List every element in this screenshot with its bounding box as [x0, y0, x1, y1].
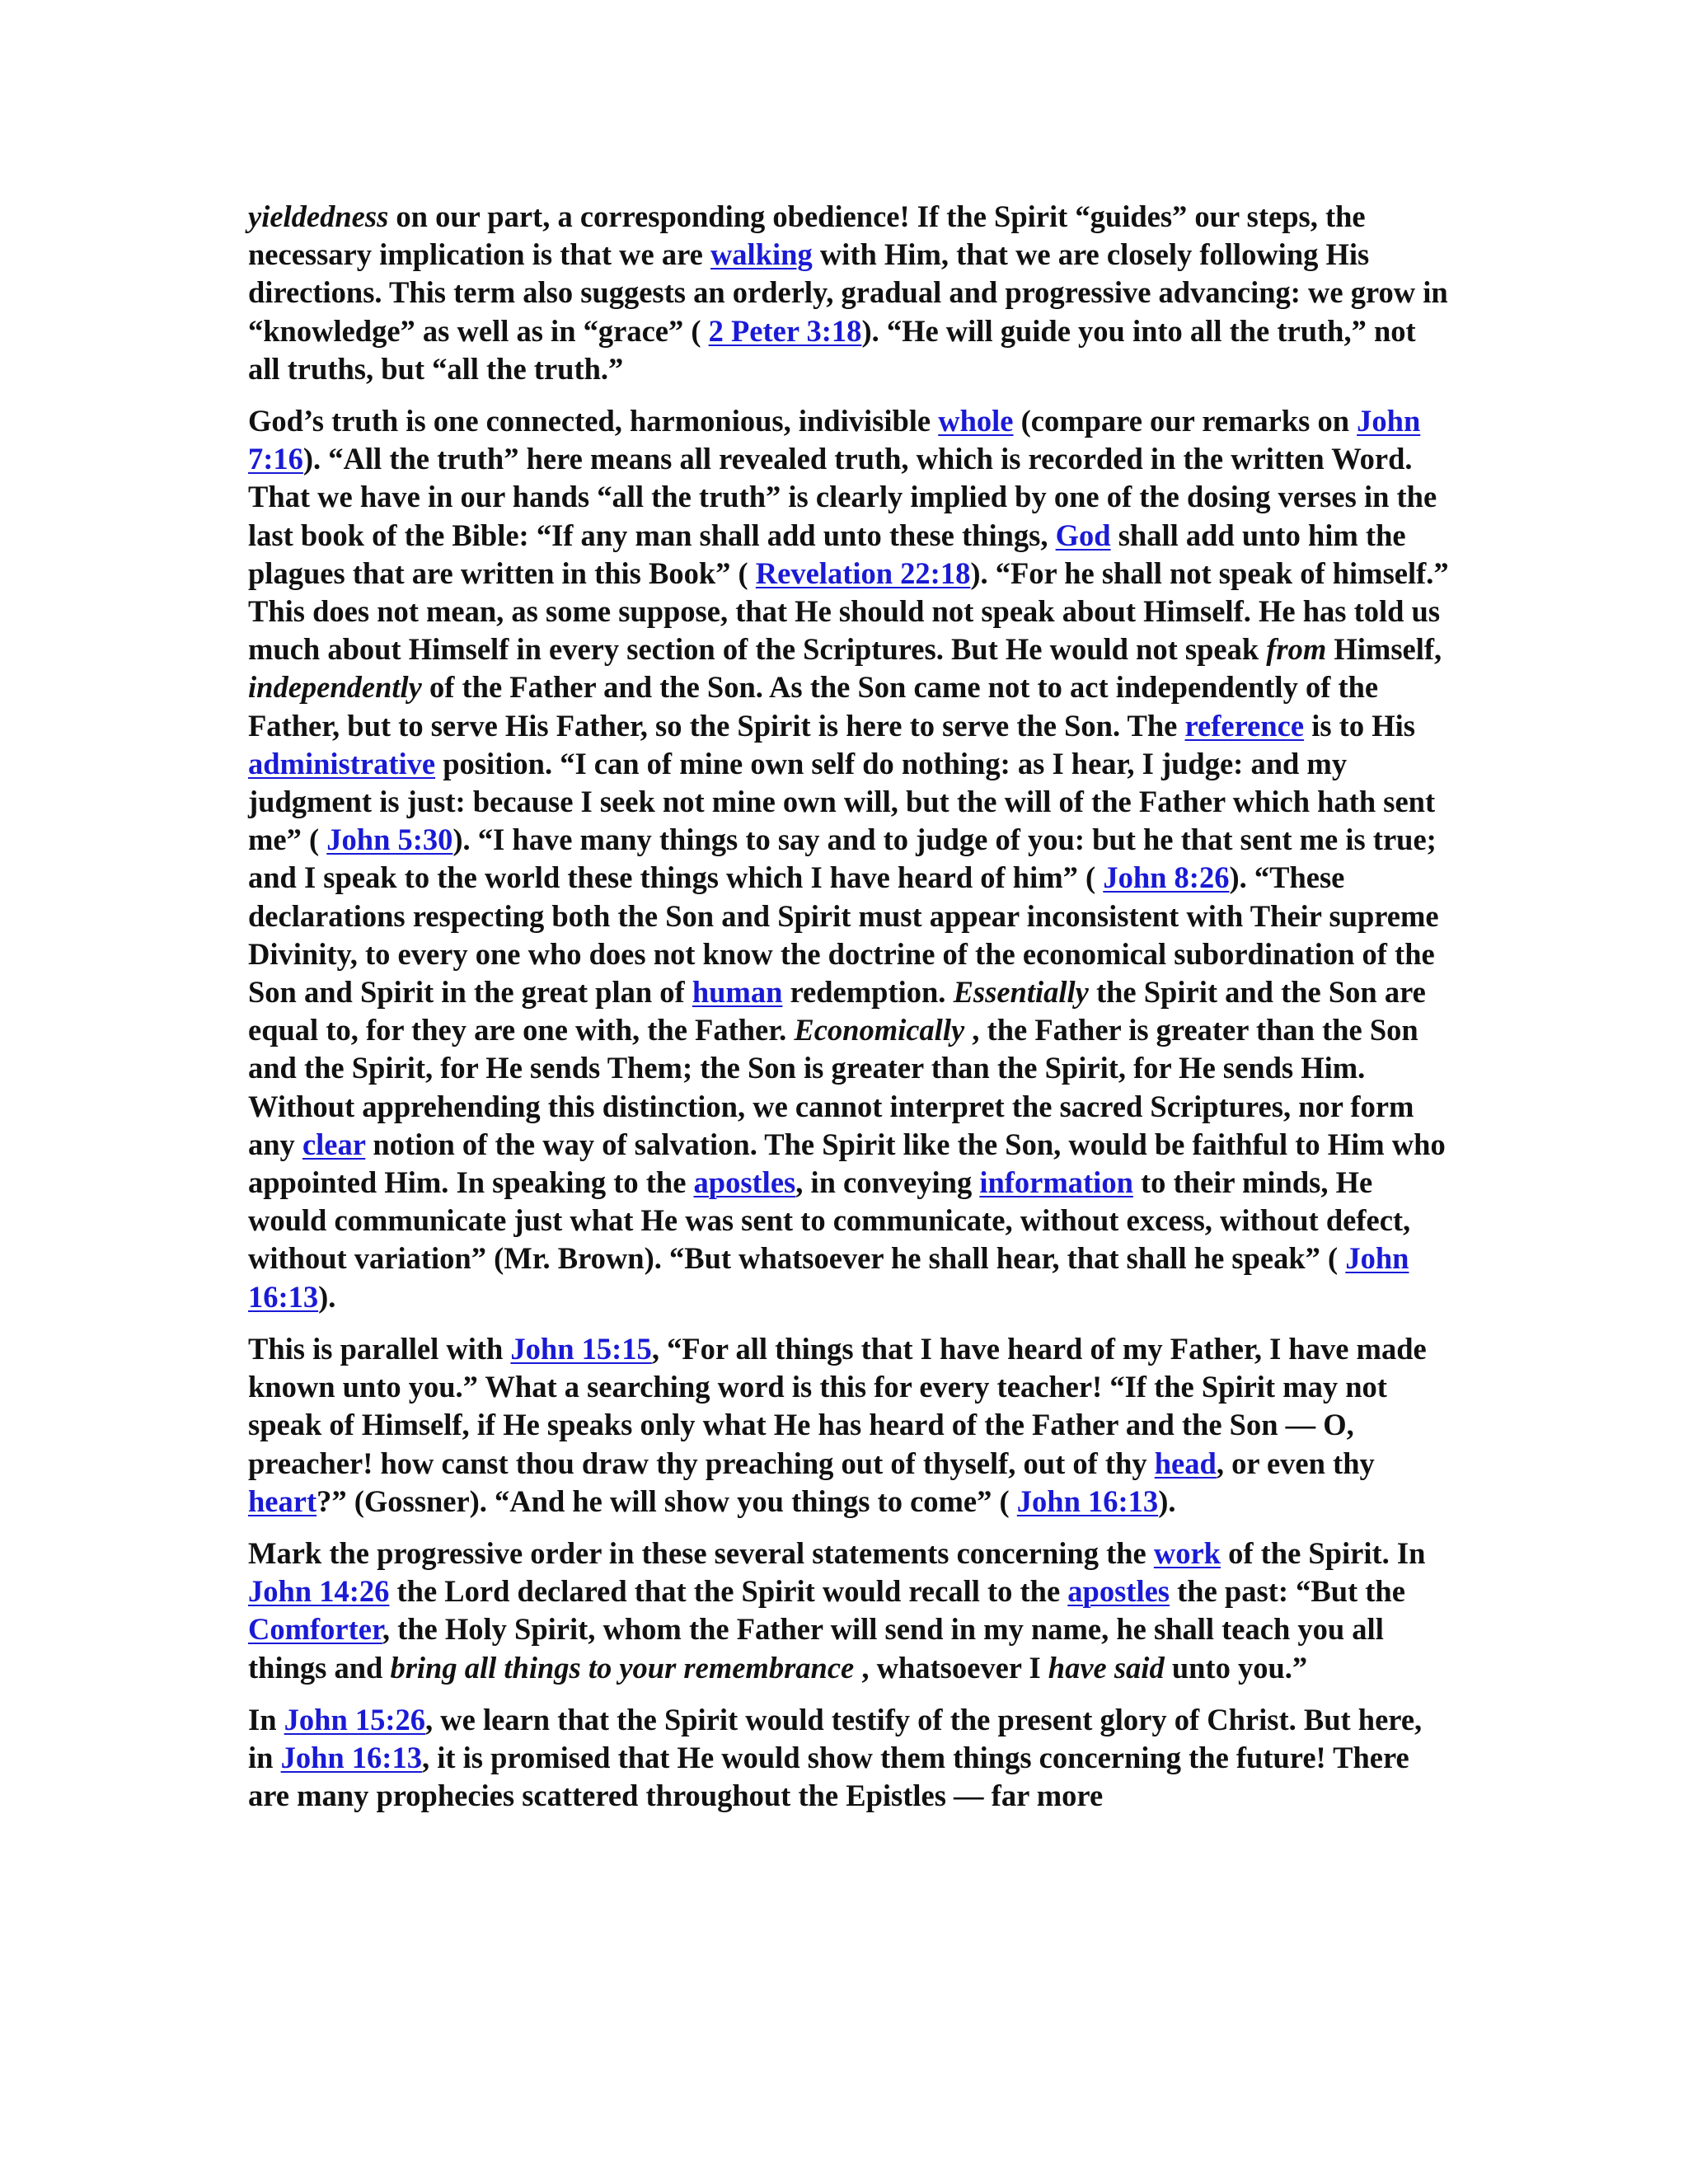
- scripture-link[interactable]: John 5:30: [326, 823, 453, 857]
- paragraph: [248, 1701, 1451, 1816]
- body-text: , the Holy Spirit, whom the Father will send in my name, he shall teach you all things and: [248, 1612, 1384, 1685]
- paragraph: [248, 402, 1451, 1316]
- body-text: ). “For he shall not speak of himself.” This does not mean, as some suppose, that He should not speak about Himself. He has told us much about Himself in every section of the Scriptures. But He would not speak: [248, 555, 1449, 667]
- scripture-link[interactable]: John 16:13: [1016, 1483, 1159, 1518]
- scripture-link[interactable]: work: [1153, 1535, 1221, 1570]
- body-text: notion of the way of salvation. The Spirit like the Son, would be faithful to Him who appointed Him. In speaking to the: [248, 1127, 1446, 1200]
- scripture-link[interactable]: John 8:26: [1103, 860, 1230, 895]
- body-text: , or even thy: [1216, 1446, 1375, 1480]
- body-text: ). “All the truth” here means all revealed truth, which is recorded in the written Word. That we have in our hands “all the truth” is clearly implied by one of the dosing verses in the last book of the Bible: “If any man shall add unto these things,: [248, 442, 1437, 552]
- body-text: of the Spirit. In: [1220, 1535, 1426, 1570]
- emphasis-text: from: [1266, 632, 1327, 667]
- scripture-link[interactable]: John 16:13: [280, 1740, 422, 1774]
- scripture-link[interactable]: Revelation 22:18: [755, 555, 971, 590]
- scripture-link[interactable]: apostles: [1067, 1574, 1170, 1609]
- emphasis-text: bring all things to your remembrance: [390, 1650, 855, 1685]
- emphasis-text: have said: [1048, 1650, 1165, 1685]
- body-text: shall add unto him the plagues that are written in this Book” (: [248, 518, 1406, 590]
- emphasis-text: independently: [248, 670, 422, 705]
- body-text: redemption.: [782, 975, 954, 1010]
- emphasis-text: Essentially: [953, 975, 1089, 1010]
- paragraph: [248, 1535, 1451, 1687]
- body-text: ). “He will guide you into all the truth,” not all truths, but “all the truth.”: [248, 313, 1416, 386]
- body-text: , “For all things that I have heard of my Father, I have made known unto you.” What a searching word is this for every teacher! “If the Spirit may not speak of Himself, if He speaks only what He has heard of the Father and the Son — O, preacher! how canst thou draw thy preaching out of thyself, out of thy: [248, 1331, 1427, 1480]
- paragraph: [248, 1330, 1451, 1521]
- scripture-link[interactable]: John 14:26: [248, 1574, 390, 1609]
- body-text: ?” (Gossner). “And he will show you things to come” (: [316, 1483, 1017, 1518]
- scripture-link[interactable]: head: [1154, 1446, 1217, 1480]
- scripture-link[interactable]: Comforter: [248, 1612, 382, 1647]
- body-text: the past: “But the: [1170, 1574, 1405, 1609]
- scripture-link[interactable]: John 7:16: [248, 404, 1421, 476]
- body-text: , it is promised that He would show them things concerning the future! There are many prophecies scattered throughout the Epistles — far more: [248, 1740, 1409, 1813]
- body-text: with Him, that we are closely following His directions. This term also suggests an orderly, gradual and progressive advancing: we grow in “knowledge” as well as in “grace” (: [248, 237, 1448, 348]
- scripture-link[interactable]: John 16:13: [248, 1241, 1409, 1314]
- paragraph: [248, 198, 1451, 388]
- body-text: In: [248, 1702, 284, 1736]
- emphasis-text: yieldedness: [248, 199, 389, 233]
- body-text: God’s truth is one connected, harmonious, indivisible: [248, 404, 939, 438]
- scripture-link[interactable]: clear: [302, 1127, 366, 1161]
- scripture-link[interactable]: administrative: [248, 746, 436, 780]
- document-page: [248, 198, 1451, 1829]
- body-text: position. “I can of mine own self do nothing: as I hear, I judge: and my judgment is just: because I seek not mine own will, but the will of the Father which hath sent me” (: [248, 746, 1436, 857]
- body-text: ). “These declarations respecting both the Son and Spirit must appear inconsistent with Their supreme Divinity, to every one who does not know the doctrine of the economical subordination of the Son and Spirit in the great plan of: [248, 860, 1439, 1010]
- body-text: , the Father is greater than the Son and the Spirit, for He sends Them; the Son is greater than the Spirit, for He sends Him. Without apprehending this distinction, we cannot interpret the sacred Scriptures, nor form any: [248, 1013, 1418, 1161]
- body-text: is to His: [1304, 708, 1415, 743]
- body-text: Himself,: [1326, 632, 1442, 667]
- scripture-link[interactable]: God: [1055, 518, 1111, 552]
- scripture-link[interactable]: reference: [1184, 708, 1305, 743]
- emphasis-text: Economically: [794, 1013, 965, 1047]
- scripture-link[interactable]: whole: [938, 404, 1014, 438]
- scripture-link[interactable]: information: [979, 1165, 1133, 1200]
- body-text: , in conveying: [795, 1165, 980, 1200]
- scripture-link[interactable]: 2 Peter 3:18: [708, 313, 862, 348]
- scripture-link[interactable]: human: [692, 975, 783, 1010]
- body-text: the Lord declared that the Spirit would recall to the: [389, 1574, 1068, 1609]
- body-text: ). “I have many things to say and to judge of you: but he that sent me is true; and I speak to the world these things which I have heard of him” (: [248, 823, 1437, 895]
- body-text: on our part, a corresponding obedience! If the Spirit “guides” our steps, the necessary implication is that we are: [248, 199, 1366, 272]
- body-text: ).: [1158, 1483, 1176, 1518]
- body-text: unto you.”: [1164, 1650, 1308, 1685]
- body-text: This is parallel with: [248, 1331, 511, 1366]
- body-text: (compare our remarks on: [1013, 404, 1357, 438]
- scripture-link[interactable]: John 15:26: [284, 1702, 426, 1736]
- body-text: , we learn that the Spirit would testify of the present glory of Christ. But here, in: [248, 1702, 1423, 1774]
- body-text: , whatsoever I: [854, 1650, 1048, 1685]
- scripture-link[interactable]: John 15:15: [510, 1331, 652, 1366]
- scripture-link[interactable]: apostles: [693, 1165, 796, 1200]
- scripture-link[interactable]: heart: [248, 1483, 317, 1518]
- body-text: to their minds, He would communicate just what He was sent to communicate, without excess, without defect, without variation” (Mr. Brown). “But whatsoever he shall hear, that shall he speak” (: [248, 1165, 1411, 1276]
- body-text: the Spirit and the Son are equal to, for they are one with, the Father.: [248, 975, 1426, 1047]
- body-text: of the Father and the Son. As the Son came not to act independently of the Father, but to serve His Father, so the Spirit is here to serve the Son. The: [248, 670, 1379, 743]
- body-text: ).: [318, 1279, 336, 1314]
- body-text: Mark the progressive order in these several statements concerning the: [248, 1535, 1154, 1570]
- scripture-link[interactable]: walking: [710, 237, 813, 272]
